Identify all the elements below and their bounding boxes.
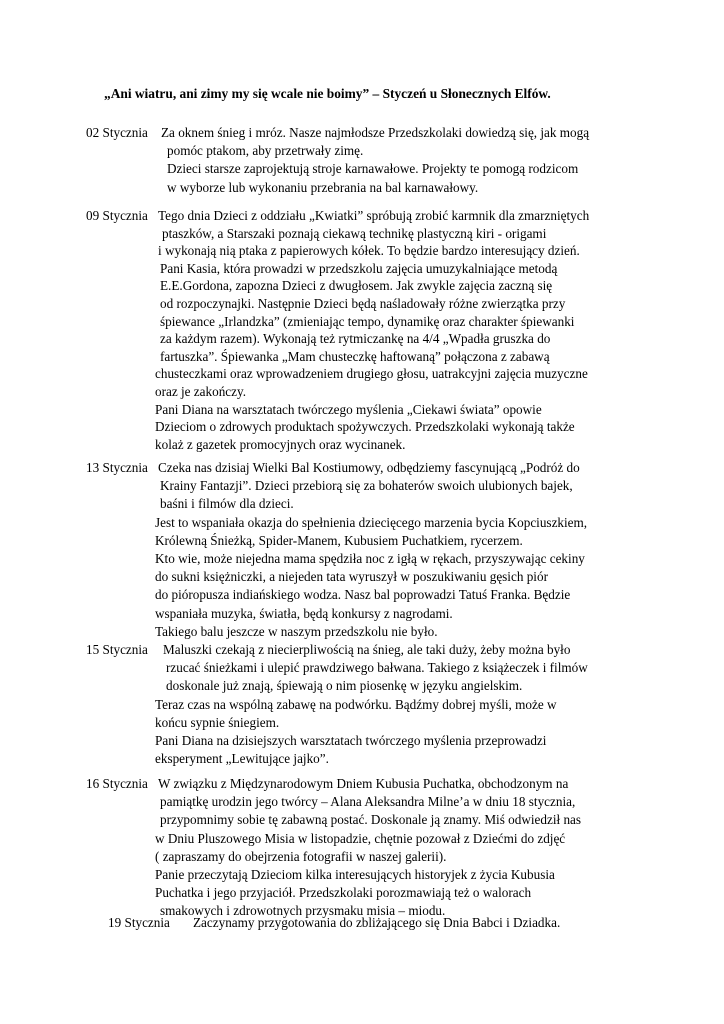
entry-text-line: pomóc ptakom, aby przetrwały zimę. [167, 143, 364, 159]
entry-text-line: Pani Diana na warsztatach twórczego myślenia „Ciekawi świata” opowie [155, 401, 542, 417]
entry-text-line: fartuszka”. Śpiewanka „Mam chusteczkę haftowaną” połączona z zabawą [160, 348, 550, 364]
entry-text-line: Jest to wspaniała okazja do spełnienia dziecięcego marzenia bycia Kopciuszkiem, [155, 514, 588, 530]
entry-text-line: E.E.Gordona, zapozna Dzieci z dwugłosem. Jak zwykle zajęcia zaczną się [160, 278, 553, 294]
entry-text-line: Czeka nas dzisiaj Wielki Bal Kostiumowy, odbędziemy fascynującą „Podróż do [158, 460, 580, 475]
entry-text-line: W związku z Międzynarodowym Dniem Kubusia Puchatka, obchodzonym na [158, 776, 569, 791]
entry-text-line: smakowych i zdrowotnych przysmaku misia – miodu. [160, 903, 446, 919]
entry-text-line: oraz je zakończy. [155, 384, 247, 399]
entry-date: 09 Stycznia [86, 208, 148, 223]
document-title: „Ani wiatru, ani zimy my się wcale nie boimy” – Styczeń u Słonecznych Elfów. [104, 86, 551, 101]
entry-text-line: do pióropusza indiańskiego wodza. Nasz bal poprowadzi Tatuś Franka. Będzie [155, 587, 571, 603]
entry-text-line: za każdym razem). Wykonają też rytmiczankę na 4/4 „Wpadła gruszka do [160, 331, 551, 347]
entry-text-line: pamiątkę urodzin jego twórcy – Alana Aleksandra Milne’a w dniu 18 stycznia, [160, 794, 576, 810]
entry-text-line: ( zapraszamy do obejrzenia fotografii w naszej galerii). [155, 848, 447, 864]
entry-text-line: rzucać śnieżkami i ulepić prawdziwego bałwana. Takiego z książeczek i filmów [166, 660, 588, 676]
entry-text-line: Krainy Fantazji”. Dzieci przebiorą się za bohaterów swoich ulubionych bajek, [160, 478, 573, 494]
entry-text-line: i wykonają nią ptaka z papierowych kółek. To będzie bardzo interesujący dzień. [158, 243, 580, 259]
entry-text-line: śpiewance „Irlandzka” (zmieniając tempo, dynamikę oraz charakter śpiewanki [160, 313, 575, 329]
entry-date: 02 Stycznia [86, 125, 148, 140]
entry-text-line: Teraz czas na wspólną zabawę na podwórku. Bądźmy dobrej myśli, może w [155, 696, 557, 712]
entry-date: 13 Stycznia [86, 460, 148, 475]
entry-text-line: baśni i filmów dla dzieci. [160, 496, 294, 512]
entry-text-line: Dzieci starsze zaprojektują stroje karnawałowe. Projekty te pomogą rodzicom [167, 161, 579, 177]
entry-text-line: Dzieciom o zdrowych produktach spożywczych. Przedszkolaki wykonają także [155, 419, 575, 435]
entry-text-line: Pani Diana na dzisiejszych warsztatach twórczego myślenia przeprowadzi [155, 733, 547, 748]
entry-text-line: kolaż z gazetek promocyjnych oraz wycinanek. [155, 436, 406, 452]
entry-text-line: Za oknem śnieg i mróz. Nasze najmłodsze Przedszkolaki dowiedzą się, jak mogą [161, 125, 590, 140]
entry-text-line: Takiego balu jeszcze w naszym przedszkolu nie było. [155, 623, 438, 639]
entry-text-line: eksperyment „Lewitujące jajko”. [155, 751, 329, 767]
entry-text-line: końcu sypnie śniegiem. [155, 714, 280, 730]
entry-text-line: Puchatka i jego przyjaciół. Przedszkolaki porozmawiają też o walorach [155, 885, 532, 901]
entry-text-line: Maluszki czekają z niecierpliwością na śnieg, ale taki duży, żeby można było [163, 642, 571, 657]
entry-text-line: chusteczkami oraz wprowadzeniem drugiego głosu, uatrakcyjni zajęcia muzyczne [155, 366, 588, 382]
entry-date: 15 Stycznia [86, 642, 148, 657]
entry-text-line: ptaszków, a Starszaki poznają ciekawą technikę plastyczną kiri - origami [162, 225, 547, 241]
entry-text-line: Królewną Śnieżką, Spider-Manem, Kubusiem Puchatkiem, rycerzem. [155, 532, 523, 548]
entry-text-line: w Dniu Pluszowego Misia w listopadzie, chętnie pozował z Dziećmi do zdjęć [155, 830, 566, 846]
entry-text-line: doskonale już znają, śpiewają o nim piosenkę w języku angielskim. [166, 678, 523, 694]
entry-text-line: wspaniała muzyka, światła, będą konkursy z nagrodami. [155, 605, 453, 621]
entry-date: 19 Stycznia [108, 915, 170, 930]
entry-date: 16 Stycznia [86, 776, 148, 791]
entry-text-line: przypomnimy sobie tę zabawną postać. Doskonale ją znamy. Miś odwiedził nas [160, 812, 582, 828]
entry-text-line: od rozpoczynajki. Następnie Dzieci będą naśladowały różne zwierzątka przy [160, 296, 566, 311]
entry-text-line: Zaczynamy przygotowania do zbliżającego się Dnia Babci i Dziadka. [193, 915, 561, 930]
entry-text-line: Tego dnia Dzieci z oddziału „Kwiatki” spróbują zrobić karmnik dla zmarzniętych [158, 208, 590, 223]
entry-text-line: Kto wie, może niejedna mama spędziła noc z igłą w rękach, przyszywając cekiny [155, 551, 585, 566]
entry-text-line: Panie przeczytają Dzieciom kilka interesujących historyjek z życia Kubusia [155, 867, 555, 882]
entry-text-line: w wyborze lub wykonaniu przebrania na bal karnawałowy. [167, 179, 479, 195]
entry-text-line: do sukni księżniczki, a niejeden tata wyruszył w poszukiwaniu gęsich piór [155, 569, 548, 585]
entry-text-line: Pani Kasia, która prowadzi w przedszkolu zajęcia umuzykalniające metodą [160, 260, 558, 276]
